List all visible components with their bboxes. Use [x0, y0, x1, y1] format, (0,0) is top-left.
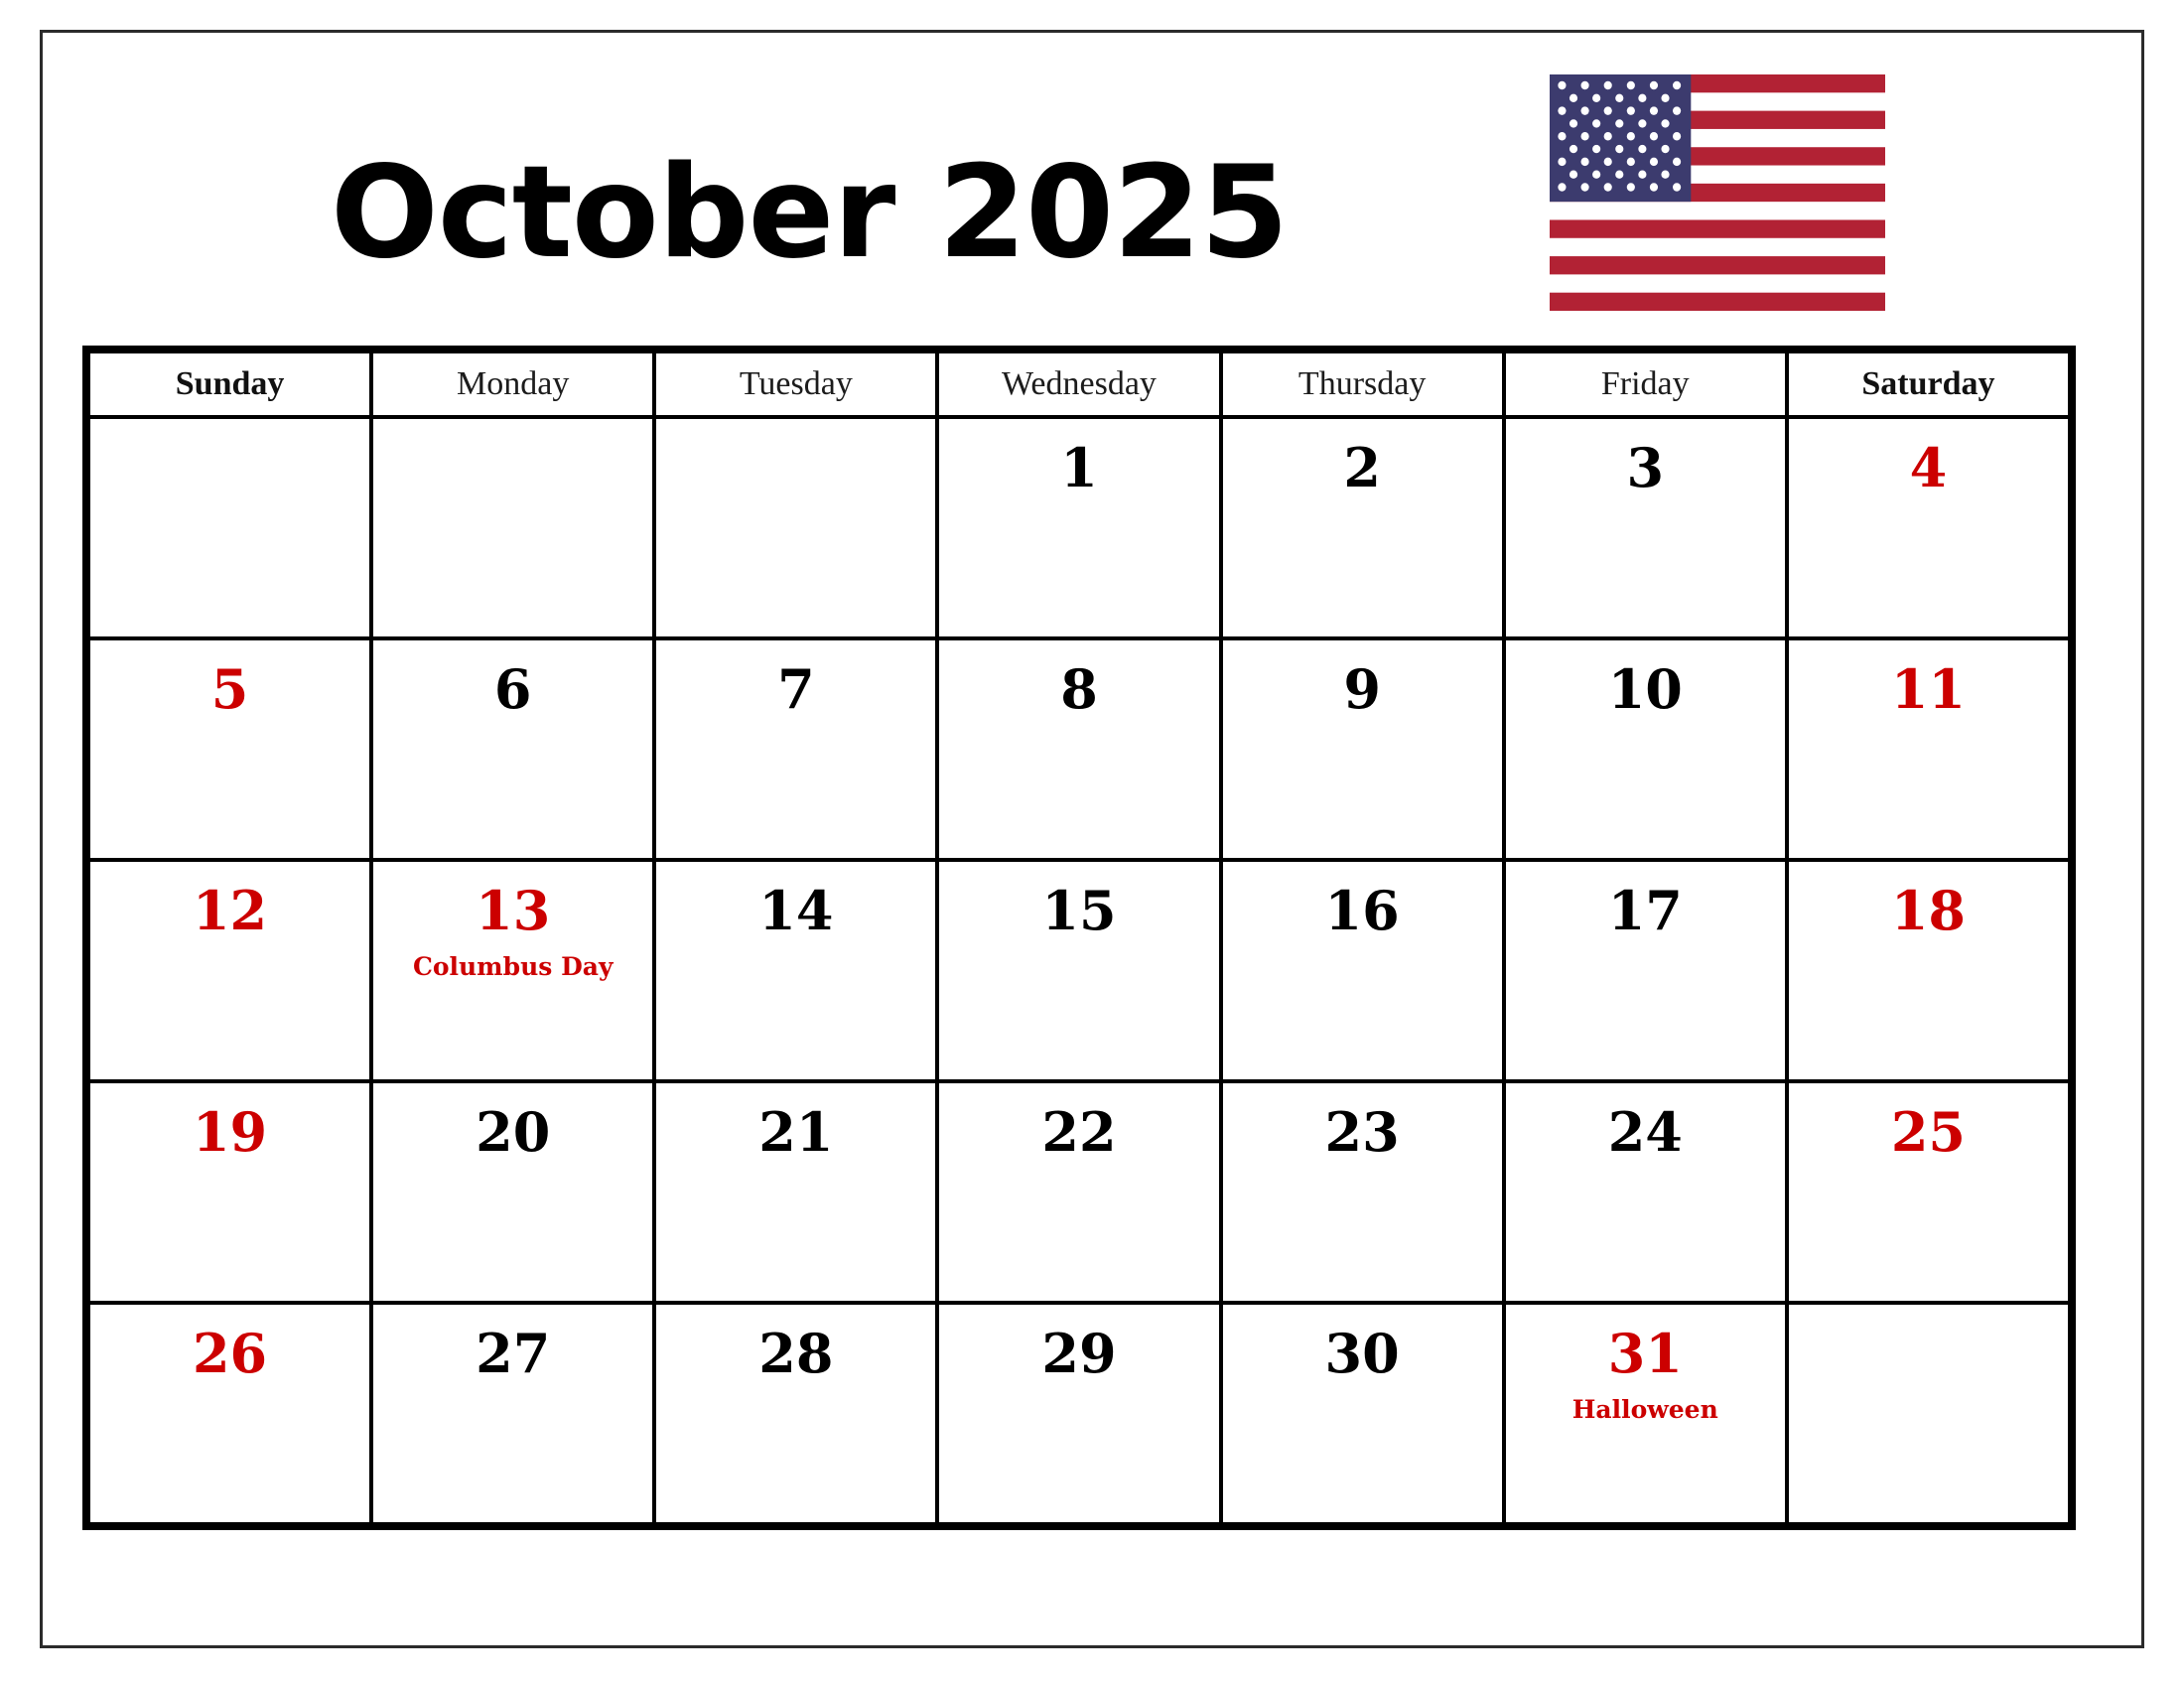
day-number: 28 — [758, 1322, 834, 1385]
day-cell[interactable] — [937, 1303, 1220, 1524]
day-cell[interactable] — [654, 417, 937, 638]
day-cell[interactable] — [371, 417, 654, 638]
day-number: 31 — [1607, 1322, 1683, 1385]
day-cell[interactable] — [1221, 638, 1504, 860]
day-number: 11 — [1890, 657, 1966, 721]
day-number: 6 — [493, 657, 532, 721]
calendar-week-row — [88, 638, 2070, 860]
day-cell[interactable] — [371, 638, 654, 860]
day-event: Halloween — [1571, 1395, 1718, 1424]
day-cell[interactable] — [1504, 638, 1787, 860]
day-cell[interactable] — [1504, 1303, 1787, 1524]
day-number: 14 — [758, 879, 834, 942]
day-cell[interactable] — [1787, 1081, 2070, 1303]
day-cell[interactable] — [88, 1303, 371, 1524]
day-cell[interactable] — [371, 1303, 654, 1524]
day-number: 27 — [476, 1322, 551, 1385]
day-cell[interactable] — [1787, 1303, 2070, 1524]
calendar-header — [43, 33, 2141, 331]
calendar-week-row — [88, 1303, 2070, 1524]
day-event — [90, 441, 369, 457]
day-number: 30 — [1324, 1322, 1400, 1385]
day-cell[interactable] — [654, 1303, 937, 1524]
day-event: Columbus Day — [412, 952, 614, 981]
weekday-header-friday: Friday — [1504, 352, 1787, 417]
day-cell[interactable] — [937, 860, 1220, 1081]
day-cell[interactable] — [88, 860, 371, 1081]
day-cell[interactable] — [937, 417, 1220, 638]
day-cell[interactable] — [1787, 417, 2070, 638]
day-number: 10 — [1607, 657, 1683, 721]
day-cell[interactable] — [88, 1081, 371, 1303]
us-flag-icon — [1550, 74, 1885, 311]
weekday-header-sunday: Sunday — [88, 352, 371, 417]
weekday-header-saturday: Saturday — [1787, 352, 2070, 417]
day-cell[interactable] — [1787, 638, 2070, 860]
day-cell[interactable] — [1504, 860, 1787, 1081]
day-number: 13 — [476, 879, 551, 942]
weekday-header-thursday: Thursday — [1221, 352, 1504, 417]
calendar-table — [86, 350, 2072, 1526]
weekday-header-wednesday: Wednesday — [937, 352, 1220, 417]
calendar-week-row — [88, 860, 2070, 1081]
day-number: 8 — [1060, 657, 1098, 721]
calendar-sheet — [40, 30, 2144, 1648]
day-number: 1 — [1060, 436, 1098, 499]
day-cell[interactable] — [937, 1081, 1220, 1303]
day-number: 17 — [1607, 879, 1683, 942]
calendar-week-row — [88, 1081, 2070, 1303]
day-number: 12 — [192, 879, 268, 942]
day-number: 21 — [758, 1100, 834, 1164]
day-cell[interactable] — [1787, 860, 2070, 1081]
weekday-header-monday: Monday — [371, 352, 654, 417]
day-cell[interactable] — [1504, 417, 1787, 638]
day-cell[interactable] — [1221, 1303, 1504, 1524]
day-number: 29 — [1041, 1322, 1117, 1385]
day-number: 2 — [1343, 436, 1381, 499]
page-title: October 2025 — [331, 139, 1289, 287]
day-number: 16 — [1324, 879, 1400, 942]
day-number: 9 — [1343, 657, 1381, 721]
day-number: 26 — [192, 1322, 268, 1385]
calendar-grid — [82, 346, 2076, 1530]
day-number: 15 — [1041, 879, 1117, 942]
day-cell[interactable] — [937, 638, 1220, 860]
day-cell[interactable] — [1221, 417, 1504, 638]
day-number: 4 — [1909, 436, 1948, 499]
day-cell[interactable] — [371, 860, 654, 1081]
day-cell[interactable] — [654, 860, 937, 1081]
day-number: 23 — [1324, 1100, 1400, 1164]
day-cell[interactable] — [1221, 1081, 1504, 1303]
weekday-header-row — [88, 352, 2070, 417]
day-cell[interactable] — [1221, 860, 1504, 1081]
day-number: 7 — [777, 657, 815, 721]
day-number: 5 — [210, 657, 249, 721]
day-number: 19 — [192, 1100, 268, 1164]
day-number: 22 — [1041, 1100, 1117, 1164]
day-event — [656, 441, 935, 457]
day-number: 20 — [476, 1100, 551, 1164]
day-number: 18 — [1890, 879, 1966, 942]
day-event — [1789, 1327, 2068, 1342]
day-cell[interactable] — [654, 638, 937, 860]
day-event — [373, 441, 652, 457]
day-cell[interactable] — [654, 1081, 937, 1303]
day-number: 3 — [1626, 436, 1665, 499]
day-cell[interactable] — [371, 1081, 654, 1303]
day-cell[interactable] — [1504, 1081, 1787, 1303]
day-number: 25 — [1890, 1100, 1966, 1164]
day-cell[interactable] — [88, 417, 371, 638]
calendar-week-row — [88, 417, 2070, 638]
day-cell[interactable] — [88, 638, 371, 860]
weekday-header-tuesday: Tuesday — [654, 352, 937, 417]
day-number: 24 — [1607, 1100, 1683, 1164]
